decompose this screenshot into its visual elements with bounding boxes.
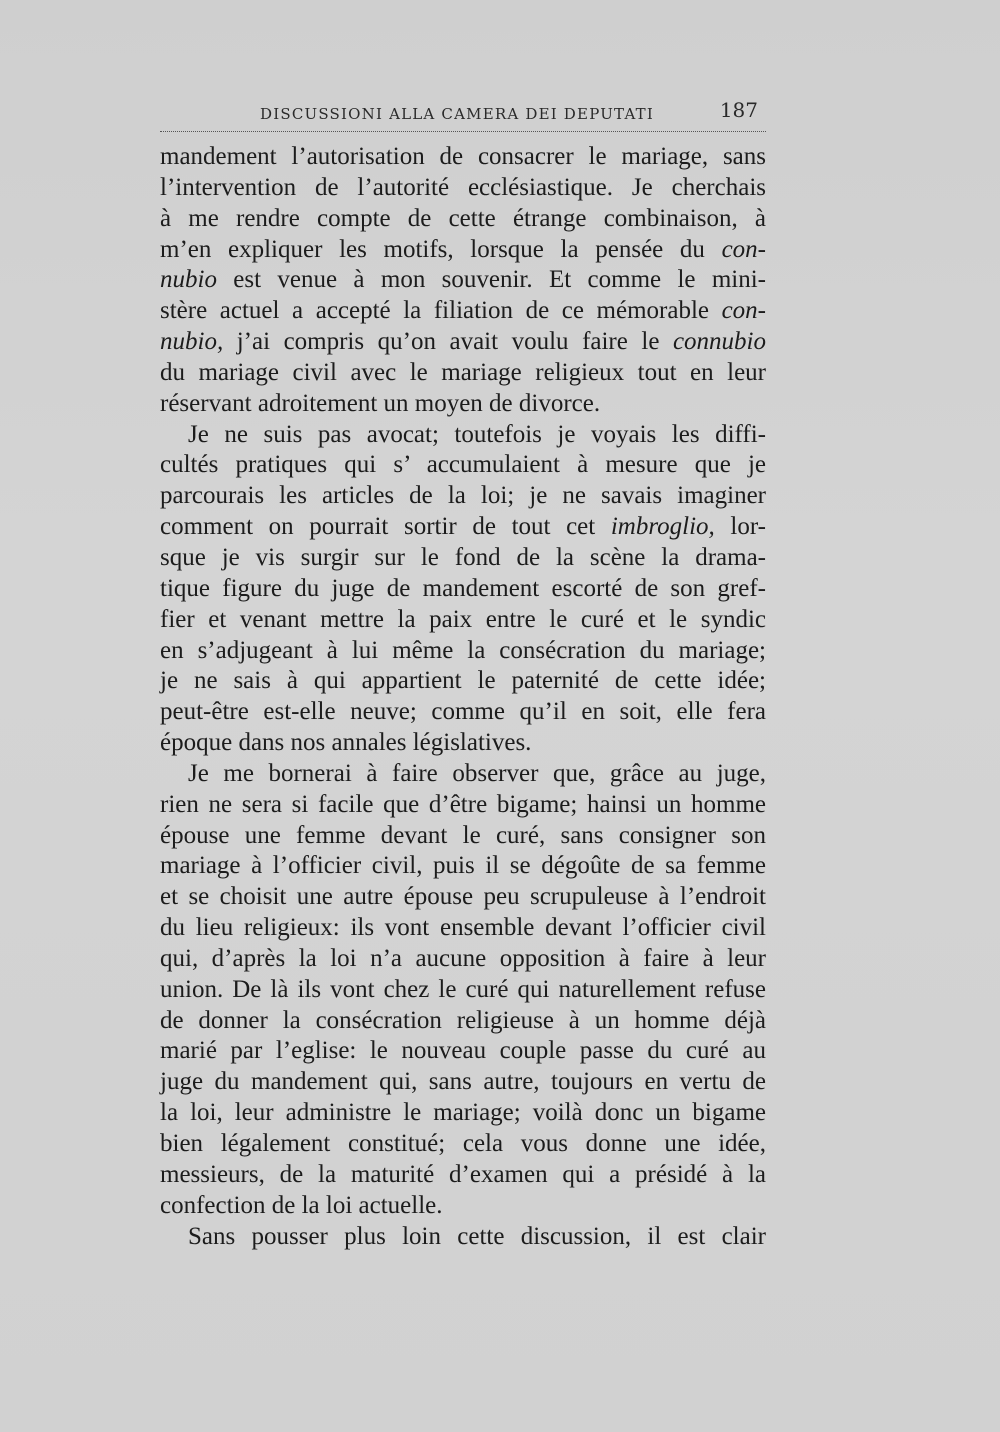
text-run: Sans pousser plus loin cette discussion, il est clair bbox=[188, 1222, 766, 1250]
text-line bbox=[160, 389, 766, 420]
text-run: je ne sais à qui appartient le paternité de cette idée; bbox=[160, 667, 766, 695]
text-line bbox=[160, 975, 766, 1006]
text-run: l’intervention de l’autorité ecclésiastique. Je cherchais bbox=[160, 173, 766, 201]
body-text bbox=[160, 142, 766, 1252]
text-run: messieurs, de la maturité d’examen qui a présidé à la bbox=[160, 1160, 766, 1188]
text-line bbox=[160, 851, 766, 882]
paragraph bbox=[160, 142, 766, 420]
text-line bbox=[160, 142, 766, 173]
text-run: comment on pourrait sortir de tout cet bbox=[160, 513, 611, 541]
paragraph bbox=[160, 759, 766, 1222]
text-line bbox=[160, 605, 766, 636]
text-line bbox=[160, 1067, 766, 1098]
text-run: mariage à l’officier civil, puis il se dégoûte de sa femme bbox=[160, 852, 766, 880]
text-run: j’ai compris qu’on avait voulu faire le bbox=[223, 328, 673, 356]
text-line bbox=[160, 543, 766, 574]
text-run: réservant adroitement un moyen de divorce. bbox=[160, 389, 601, 417]
running-head bbox=[160, 98, 760, 128]
paragraph bbox=[160, 420, 766, 759]
text-run: épouse une femme devant le curé, sans consigner son bbox=[160, 821, 766, 849]
text-run: en s’adjugeant à lui même la consécration du mariage; bbox=[160, 636, 766, 664]
text-run: qui, d’après la loi n’a aucune opposition à faire à leur bbox=[160, 944, 766, 972]
text-line bbox=[160, 1160, 766, 1191]
header-rule bbox=[160, 131, 766, 132]
paragraph bbox=[160, 1222, 766, 1253]
text-line bbox=[160, 512, 766, 543]
italic-text: con- bbox=[721, 235, 766, 263]
text-line bbox=[160, 944, 766, 975]
text-run: du mariage civil avec le mariage religieux tout en leur bbox=[160, 358, 766, 386]
text-run: est venue à mon souvenir. Et comme le mini- bbox=[216, 266, 766, 294]
text-run: du lieu religieux: ils vont ensemble devant l’officier civil bbox=[160, 914, 766, 942]
italic-text: nubio, bbox=[160, 328, 224, 356]
text-run: rien ne sera si facile que d’être bigame; hainsi un homme bbox=[160, 790, 766, 818]
italic-text: connubio bbox=[672, 328, 766, 356]
text-run: de donner la consécration religieuse à un homme déjà bbox=[160, 1006, 766, 1034]
text-line bbox=[160, 173, 766, 204]
italic-text: con- bbox=[721, 297, 766, 325]
text-line bbox=[160, 204, 766, 235]
text-run: et se choisit une autre épouse peu scrupuleuse à l’endroit bbox=[160, 883, 766, 911]
text-line bbox=[160, 327, 766, 358]
text-line bbox=[160, 882, 766, 913]
italic-text: imbroglio, bbox=[610, 513, 715, 541]
text-line bbox=[160, 1191, 766, 1222]
text-run: m’en expliquer les motifs, lorsque la pensée du bbox=[160, 235, 722, 263]
text-run: parcourais les articles de la loi; je ne savais imaginer bbox=[160, 482, 766, 510]
text-run: Je ne suis pas avocat; toutefois je voyais les diffi- bbox=[188, 420, 766, 448]
text-line bbox=[160, 296, 766, 327]
text-run: tique figure du juge de mandement escorté de son gref- bbox=[160, 574, 766, 602]
text-line bbox=[160, 790, 766, 821]
text-run: union. De là ils vont chez le curé qui naturellement refuse bbox=[160, 975, 766, 1003]
italic-text: nubio bbox=[160, 266, 217, 294]
text-line bbox=[160, 1222, 766, 1253]
text-run: confection de la loi actuelle. bbox=[160, 1191, 443, 1219]
text-run: Je me bornerai à faire observer que, grâce au juge, bbox=[188, 759, 766, 787]
text-line bbox=[160, 666, 766, 697]
text-run: mandement l’autorisation de consacrer le mariage, sans bbox=[160, 143, 766, 170]
text-run: marié par l’eglise: le nouveau couple passe du curé au bbox=[160, 1037, 766, 1065]
text-line bbox=[160, 574, 766, 605]
text-line bbox=[160, 358, 766, 389]
text-line bbox=[160, 450, 766, 481]
text-line bbox=[160, 1129, 766, 1160]
text-line bbox=[160, 265, 766, 296]
text-run: lor- bbox=[714, 513, 766, 541]
text-line bbox=[160, 913, 766, 944]
text-line bbox=[160, 728, 766, 759]
page-number: 187 bbox=[719, 98, 758, 122]
text-line bbox=[160, 1036, 766, 1067]
text-line bbox=[160, 821, 766, 852]
running-title: DISCUSSIONI ALLA CAMERA DEI DEPUTATI bbox=[260, 105, 654, 123]
text-run: la loi, leur administre le mariage; voilà donc un bigame bbox=[160, 1099, 766, 1127]
text-line bbox=[160, 636, 766, 667]
text-line bbox=[160, 481, 766, 512]
text-line bbox=[160, 1098, 766, 1129]
text-run: stère actuel a accepté la filiation de ce mémorable bbox=[160, 297, 722, 325]
text-run: fier et venant mettre la paix entre le curé et le syndic bbox=[160, 605, 766, 633]
text-run: à me rendre compte de cette étrange combinaison, à bbox=[160, 204, 766, 232]
text-line bbox=[160, 759, 766, 790]
text-line bbox=[160, 697, 766, 728]
text-run: sque je vis surgir sur le fond de la scène la drama- bbox=[160, 543, 766, 571]
text-run: peut-être est-elle neuve; comme qu’il en soit, elle fera bbox=[160, 698, 766, 726]
text-run: époque dans nos annales législatives. bbox=[160, 729, 532, 757]
text-line bbox=[160, 420, 766, 451]
text-line bbox=[160, 1006, 766, 1037]
text-run: juge du mandement qui, sans autre, toujours en vertu de bbox=[160, 1068, 766, 1096]
text-run: cultés pratiques qui s’ accumulaient à mesure que je bbox=[160, 451, 766, 479]
text-run: bien légalement constitué; cela vous donne une idée, bbox=[160, 1130, 766, 1157]
text-line bbox=[160, 235, 766, 266]
